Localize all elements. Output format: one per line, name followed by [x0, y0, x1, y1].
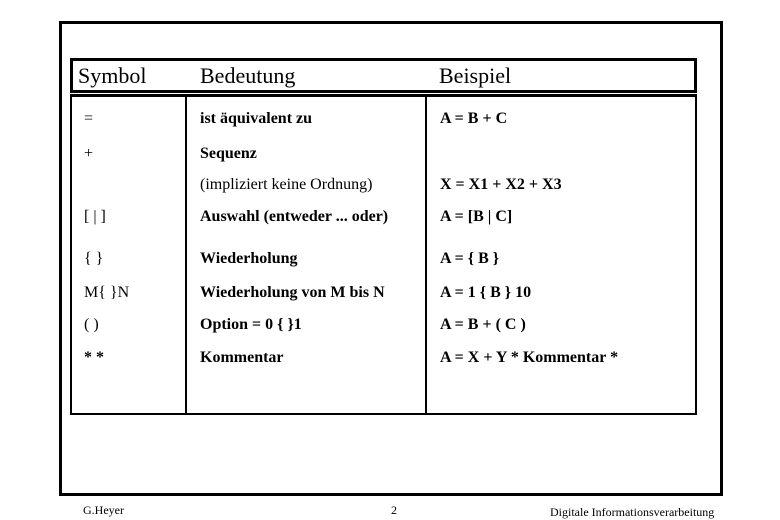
row-meaning: Wiederholung: [200, 250, 298, 267]
row-example: A = 1 { B } 10: [440, 284, 532, 301]
row-symbol: =: [84, 110, 94, 127]
row-meaning: ist äquivalent zu: [200, 110, 313, 127]
header-beispiel: Beispiel: [439, 63, 512, 88]
row-example: A = B + ( C ): [440, 316, 526, 333]
row-symbol: ( ): [84, 316, 99, 333]
row-symbol: +: [84, 145, 94, 162]
row-symbol: M{ }N: [84, 284, 130, 301]
column-divider: [425, 97, 427, 413]
row-meaning: Option = 0 { }1: [200, 316, 302, 333]
row-example: A = { B }: [440, 250, 500, 267]
row-example: A = [B | C]: [440, 208, 513, 225]
row-meaning: Sequenz: [200, 145, 257, 162]
row-example: A = B + C: [440, 110, 508, 127]
footer-author: G.Heyer: [83, 503, 124, 517]
header-symbol: Symbol: [78, 63, 147, 88]
row-meaning: Wiederholung von M bis N: [200, 284, 385, 301]
row-example: A = X + Y * Kommentar *: [440, 349, 619, 366]
row-symbol: [ | ]: [84, 208, 106, 225]
row-meaning: Kommentar: [200, 349, 284, 366]
row-meaning: (impliziert keine Ordnung): [200, 176, 373, 193]
row-symbol: { }: [84, 250, 104, 267]
notation-table: [70, 94, 697, 415]
row-example: X = X1 + X2 + X3: [440, 176, 562, 193]
row-symbol: * *: [84, 349, 104, 366]
footer-course: Digitale Informationsverarbeitung: [550, 505, 715, 519]
table-header: [70, 58, 697, 93]
footer-page-number: 2: [391, 503, 397, 517]
column-divider: [185, 97, 187, 413]
row-meaning: Auswahl (entweder ... oder): [200, 208, 389, 225]
header-bedeutung: Bedeutung: [200, 63, 296, 88]
